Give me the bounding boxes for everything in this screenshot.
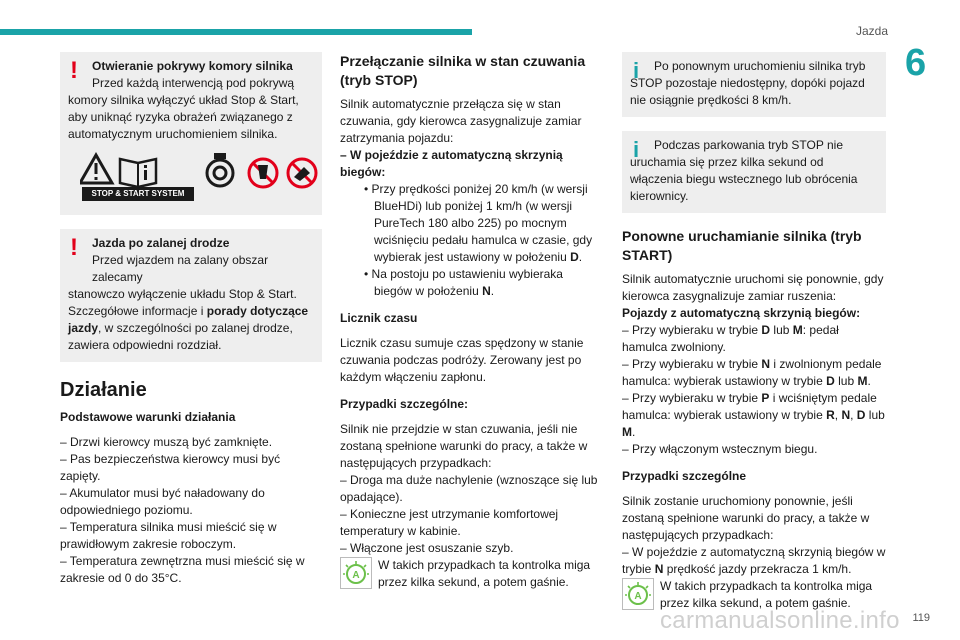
paragraph: Silnik automatycznie przełącza się w stan czuwania, gdy kierowca zasygnalizuje zamiar zatrzymania pojazdu: [340, 97, 582, 145]
list-item: – Temperatura silnika musi mieścić się w prawidłowym zakresie roboczym. [60, 520, 277, 551]
stop-start-warning-icons [80, 151, 320, 191]
list-item: – Drzwi kierowcy muszą być zamknięte. [60, 435, 273, 449]
warning-exclamation-icon: ! [70, 234, 78, 261]
warning-lamp-note [340, 557, 602, 591]
list-item: – Przy włączonym wstecznym biegu. [622, 442, 818, 456]
paragraph: Licznik czasu sumuje czas spędzony w stanie czuwania podczas podróży. Zerowany jest po każdym włączeniu zapłonu. [340, 336, 584, 384]
warning-title: Otwieranie pokrywy komory silnika [92, 59, 293, 73]
list-item: – Droga ma duże nachylenie (wznoszące się lub opadające). [340, 473, 598, 504]
info-icon: i [632, 137, 640, 162]
list-item: – Przy wybieraku w trybie P i wciśniętym pedale hamulca: wybierak ustawiony w trybie R, N, D lub M. [622, 391, 885, 439]
warning-line: Przed wjazdem na zalany obszar zalecamy [92, 253, 269, 284]
lamp-text: W takich przypadkach ta kontrolka miga przez kilka sekund, a potem gaśnie. [378, 558, 591, 589]
info-text: Podczas parkowania tryb STOP nie uruchamia się przez kilka sekund od włączenia biegu wstecznego lub obrócenia kierownicy. [630, 138, 858, 203]
column-right [622, 52, 886, 612]
stop-start-lamp-icon [622, 578, 654, 610]
header-accent-bar [0, 29, 472, 35]
stop-start-system-pictogram [80, 151, 320, 203]
heading-special-cases: Przypadki szczególne: [340, 397, 469, 411]
heading-dzialanie: Działanie [60, 379, 147, 401]
chapter-number: 6 [905, 42, 927, 84]
list-item: – Przy wybieraku w trybie D lub M: pedał hamulca zwolniony. [622, 323, 839, 354]
warning-title: Jazda po zalanej drodze [92, 236, 230, 250]
watermark: carmanualsonline.info [660, 607, 900, 634]
list-item: – Konieczne jest utrzymanie komfortowej temperatury w kabinie. [340, 507, 559, 538]
info-box-speed [622, 52, 886, 117]
stop-start-lamp-icon [340, 557, 372, 589]
heading-start-mode: Ponowne uruchamianie silnika (tryb START) [622, 228, 862, 263]
heading-special-cases: Przypadki szczególne [622, 469, 747, 483]
subheading-conditions: Podstawowe warunki działania [60, 410, 236, 424]
info-icon: i [632, 58, 640, 83]
paragraph: Silnik nie przejdzie w stan czuwania, jeśli nie zostaną spełnione warunki do pracy, a także w następujących przypadkach: [340, 422, 588, 470]
info-text: Po ponownym uruchomieniu silnika tryb STOP pozostaje niedostępny, dopóki pojazd nie osiągnie prędkości 8 km/h. [630, 59, 866, 107]
warning-text: stanowczo wyłączenie układu Stop & Start. Szczegółowe informacje i porady dotyczące jazdy, w szczególności po zalanej drodze, zawiera odpowiedni rozdział. [68, 287, 309, 352]
paragraph: Silnik automatycznie uruchomi się ponownie, gdy kierowca zasygnalizuje zamiar ruszenia: [622, 272, 884, 303]
list-item: – Akumulator musi być naładowany do odpowiedniego poziomu. [60, 486, 265, 517]
warning-line: Przed każdą interwencją pod pokrywą [92, 76, 295, 90]
auto-gearbox-label: Pojazdy z automatyczną skrzynią biegów: [622, 306, 861, 320]
heading-stop-mode: Przełączanie silnika w stan czuwania (tryb STOP) [340, 53, 586, 88]
column-middle [340, 52, 602, 591]
warning-box-hood [60, 52, 322, 215]
list-item: – Pas bezpieczeństwa kierowcy musi być zapięty. [60, 452, 281, 483]
warning-exclamation-icon: ! [70, 57, 78, 84]
list-item: – Włączone jest osuszanie szyb. [340, 541, 514, 555]
list-item: – W pojeździe z automatyczną skrzynią biegów w trybie N prędkość jazdy przekracza 1 km/h. [622, 545, 886, 576]
svg-text:A: A [352, 570, 360, 581]
bullet-item: • Na postoju po ustawieniu wybieraka biegów w położeniu N. [364, 267, 563, 298]
warning-text: komory silnika wyłączyć układ Stop & Start, aby uniknąć ryzyka obrażeń związanego z automatycznym uruchomieniem silnika. [68, 93, 299, 141]
info-box-parking [622, 131, 886, 213]
warning-box-flooded-road [60, 229, 322, 362]
auto-gearbox-label: – W pojeździe z automatyczną skrzynią biegów: [340, 148, 563, 179]
stop-start-label: STOP & START SYSTEM [82, 187, 194, 201]
column-left [60, 52, 322, 587]
lamp-text: W takich przypadkach ta kontrolka miga przez kilka sekund, a potem gaśnie. [660, 579, 873, 610]
section-title: Jazda [855, 24, 888, 38]
list-item: – Temperatura zewnętrzna musi mieścić się w zakresie od 0 do 35°C. [60, 554, 305, 585]
bullet-item: • Przy prędkości poniżej 20 km/h (w wersji BlueHDi) lub poniżej 1 km/h (w wersji PureTech 180 albo 225) po mocnym wciśnięciu pedału hamulca w czasie, gdy wybierak jest ustawiony w położeniu D. [364, 182, 593, 264]
page-number: 119 [912, 612, 930, 624]
paragraph: Silnik zostanie uruchomiony ponownie, jeśli zostaną spełnione warunki do pracy, a także w następujących przypadkach: [622, 494, 870, 542]
list-item: – Przy wybieraku w trybie N i zwolnionym pedale hamulca: wybierak ustawiony w trybie D lub M. [622, 357, 882, 388]
svg-text:A: A [634, 591, 642, 602]
heading-counter: Licznik czasu [340, 311, 418, 325]
